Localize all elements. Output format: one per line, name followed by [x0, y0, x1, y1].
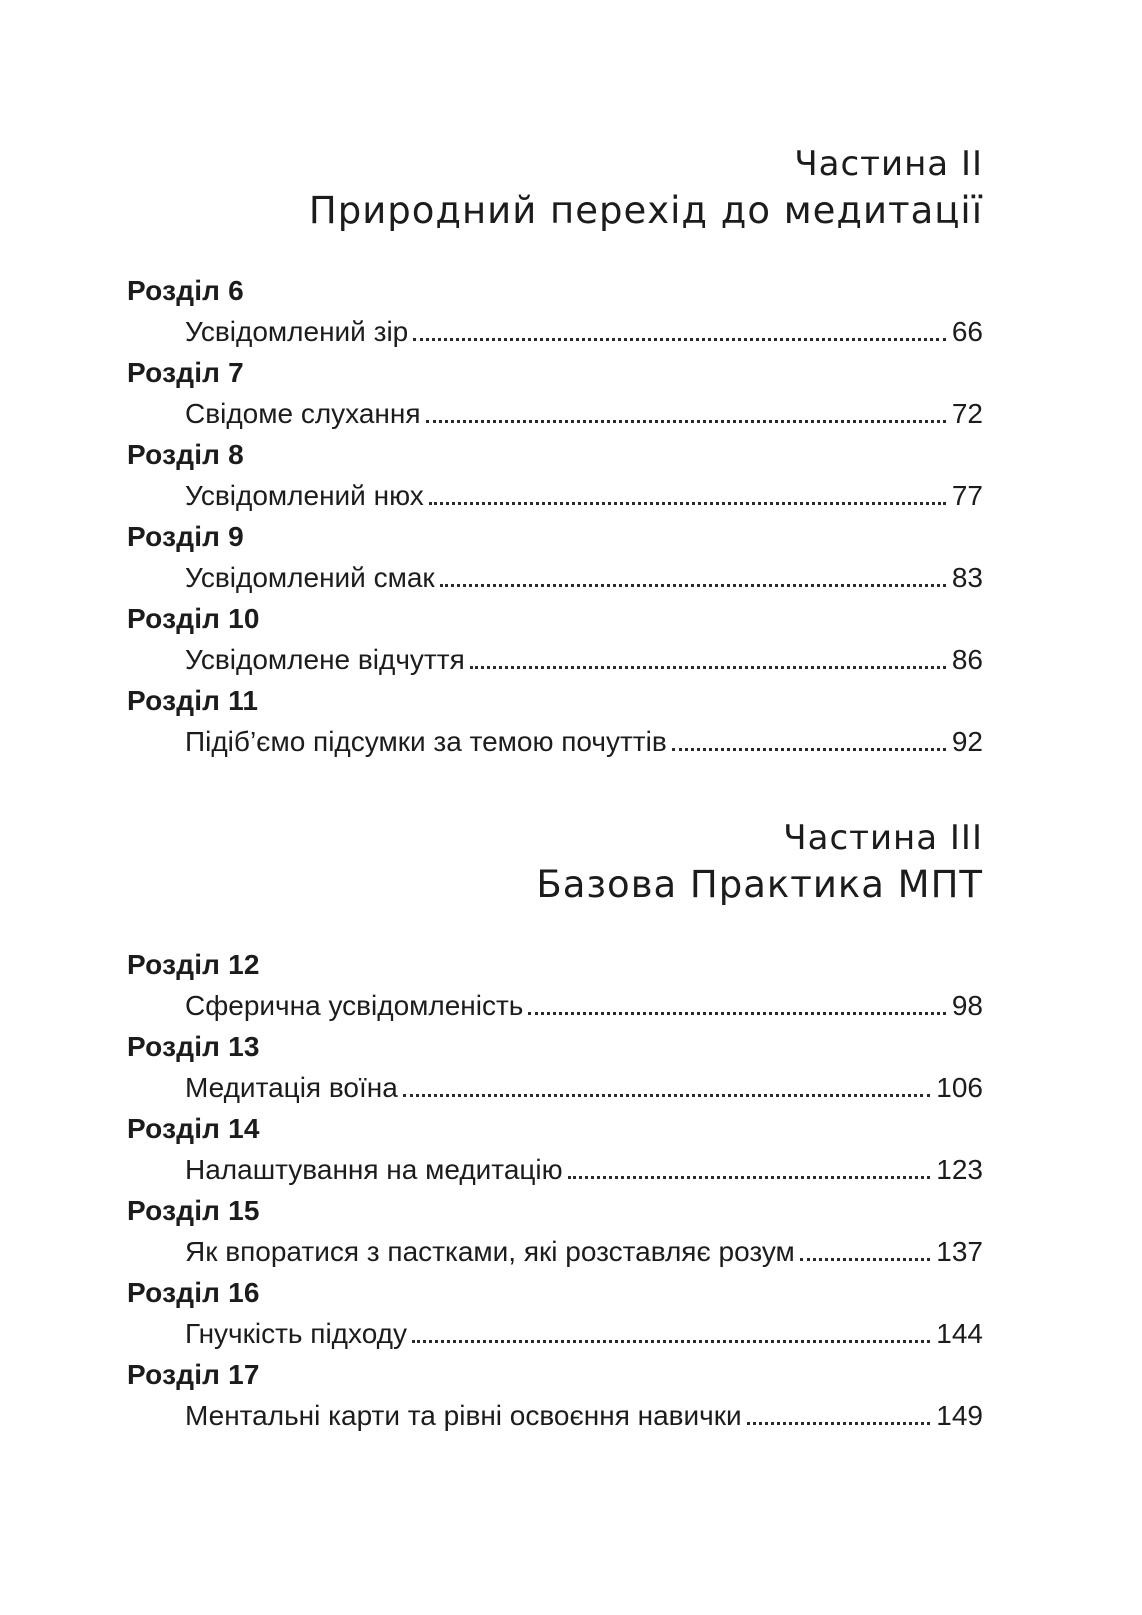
toc-entry — [127, 598, 983, 680]
toc-entry — [127, 680, 983, 762]
chapter-title: Як впоратися з пастками, які розставляє розум — [185, 1236, 795, 1267]
chapter-label: Розділ 13 — [127, 1031, 260, 1062]
page-number: 72 — [951, 398, 983, 429]
toc-title-row — [127, 475, 983, 516]
toc-entry — [127, 1108, 983, 1190]
dot-leader — [412, 1340, 930, 1343]
toc-part — [127, 142, 983, 762]
toc-entry — [127, 1190, 983, 1272]
dot-leader — [426, 420, 946, 423]
page-number: 149 — [936, 1400, 983, 1431]
chapter-title: Усвідомлений нюх — [185, 480, 424, 511]
toc-entry — [127, 270, 983, 352]
chapter-label: Розділ 7 — [127, 357, 244, 388]
dot-leader — [672, 748, 946, 751]
toc-title-row — [127, 985, 983, 1026]
part-label: Частина II — [794, 144, 983, 184]
chapter-label: Розділ 8 — [127, 439, 244, 470]
chapter-title: Ментальні карти та рівні освоєння навички — [185, 1400, 742, 1431]
toc-title-row — [127, 311, 983, 352]
toc-entry — [127, 1354, 983, 1436]
chapter-title: Підіб’ємо підсумки за темою почуттів — [185, 726, 667, 757]
part-heading — [127, 142, 983, 234]
dot-leader — [440, 584, 946, 587]
toc-entry — [127, 944, 983, 1026]
part-label: Частина III — [783, 818, 983, 858]
page-number: 137 — [936, 1236, 983, 1267]
page-number: 98 — [951, 990, 983, 1021]
toc-entry — [127, 352, 983, 434]
chapter-title: Гнучкість підходу — [185, 1318, 408, 1349]
toc-entry — [127, 1272, 983, 1354]
toc-title-row — [127, 393, 983, 434]
page-number: 106 — [936, 1072, 983, 1103]
chapter-label: Розділ 10 — [127, 603, 260, 634]
toc-sections — [127, 142, 983, 1436]
page-number: 144 — [936, 1318, 983, 1349]
toc-title-row — [127, 1313, 983, 1354]
chapter-label: Розділ 14 — [127, 1113, 260, 1144]
toc-title-row — [127, 721, 983, 762]
toc-title-row — [127, 557, 983, 598]
chapter-title: Сферична усвідомленість — [185, 990, 524, 1021]
toc-entry — [127, 516, 983, 598]
page-number: 77 — [951, 480, 983, 511]
chapter-label: Розділ 17 — [127, 1359, 260, 1390]
dot-leader — [568, 1176, 931, 1179]
toc-title-row — [127, 1231, 983, 1272]
chapter-label: Розділ 15 — [127, 1195, 260, 1226]
toc-title-row — [127, 1395, 983, 1436]
toc-title-row — [127, 1149, 983, 1190]
toc-title-row — [127, 1067, 983, 1108]
chapter-label: Розділ 12 — [127, 949, 260, 980]
dot-leader — [528, 1012, 945, 1015]
chapter-title: Усвідомлений зір — [185, 316, 409, 347]
page-number: 123 — [936, 1154, 983, 1185]
dot-leader — [747, 1422, 931, 1425]
dot-leader — [403, 1094, 930, 1097]
chapter-label: Розділ 9 — [127, 521, 244, 552]
toc-entry — [127, 434, 983, 516]
chapter-title: Налаштування на медитацію — [185, 1154, 563, 1185]
chapter-title: Усвідомлене відчуття — [185, 644, 465, 675]
toc-part — [127, 816, 983, 1436]
chapter-title: Свідоме слухання — [185, 398, 421, 429]
page-number: 83 — [951, 562, 983, 593]
dot-leader — [800, 1258, 930, 1261]
chapter-label: Розділ 11 — [127, 685, 259, 716]
toc-title-row — [127, 639, 983, 680]
part-title: Базова Практика МПТ — [536, 863, 983, 906]
toc-entry — [127, 1026, 983, 1108]
chapter-title: Медитація воїна — [185, 1072, 398, 1103]
page-number: 86 — [951, 644, 983, 675]
dot-leader — [429, 502, 946, 505]
chapter-label: Розділ 6 — [127, 275, 244, 306]
dot-leader — [413, 338, 946, 341]
page-number: 66 — [951, 316, 983, 347]
part-title: Природний перехід до медитації — [308, 189, 983, 232]
part-heading — [127, 816, 983, 908]
page-number: 92 — [951, 726, 983, 757]
chapter-title: Усвідомлений смак — [185, 562, 435, 593]
chapter-label: Розділ 16 — [127, 1277, 260, 1308]
dot-leader — [470, 666, 946, 669]
